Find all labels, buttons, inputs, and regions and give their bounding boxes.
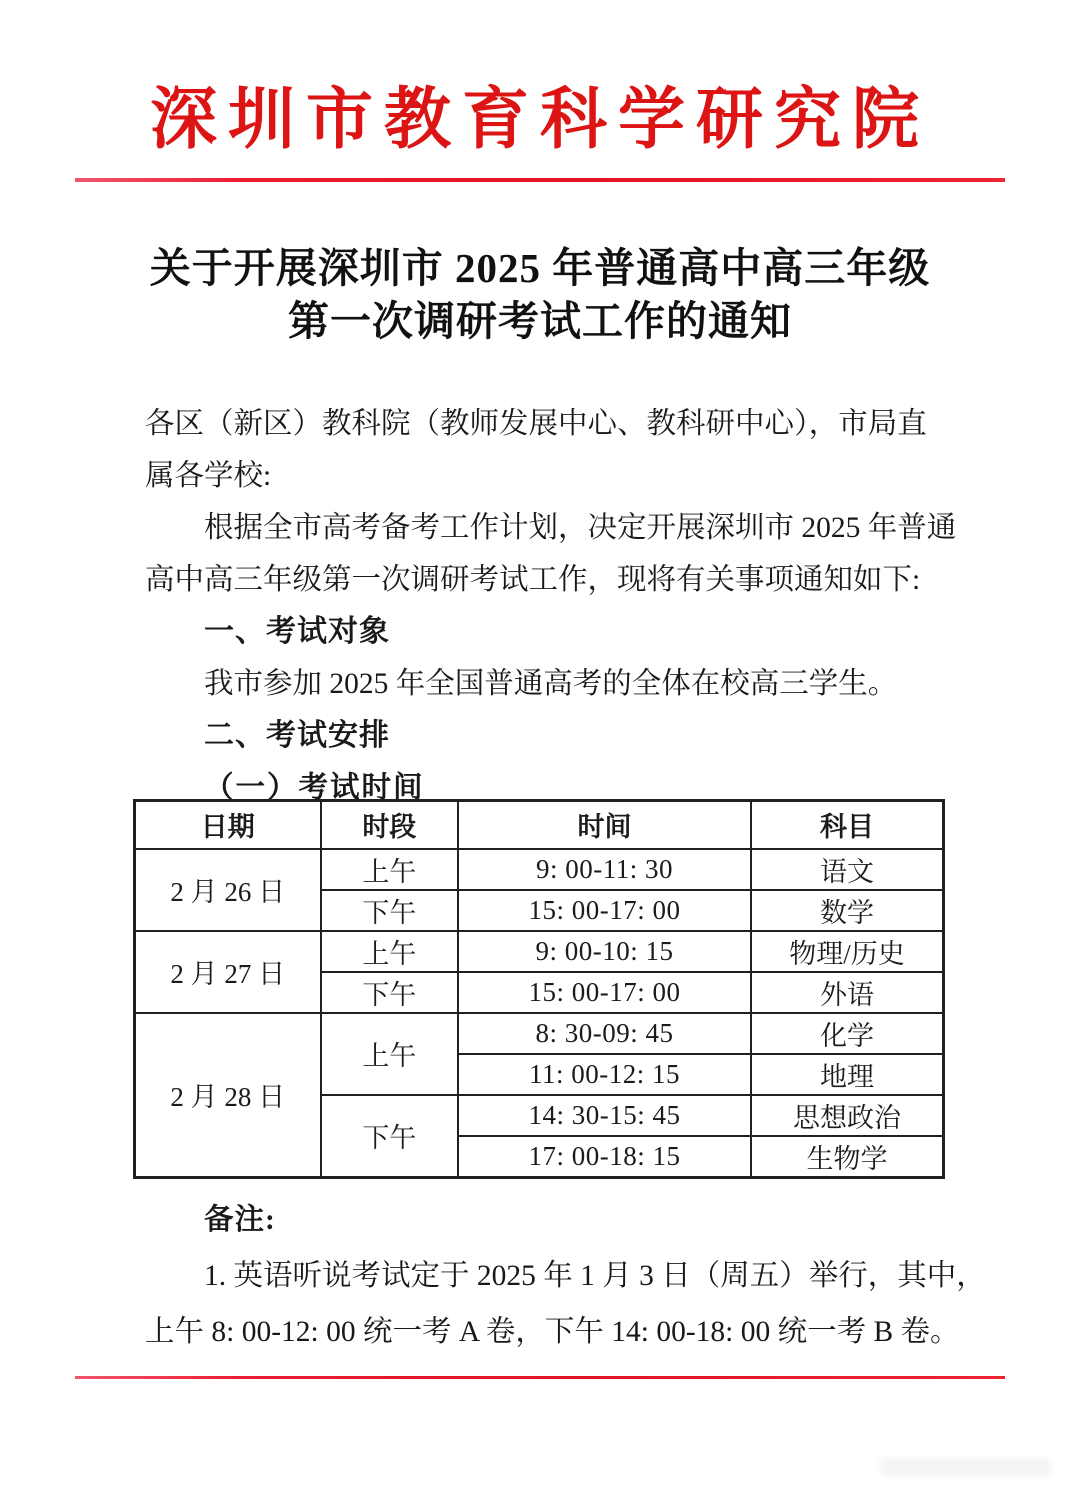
subject-cell: 地理	[751, 1054, 944, 1095]
notice-title	[0, 242, 1080, 348]
time-cell: 15: 00-17: 00	[458, 890, 751, 931]
subject-cell: 化学	[751, 1013, 944, 1054]
subject-cell: 数学	[751, 890, 944, 931]
notice-body	[145, 398, 957, 814]
letterhead-rule	[75, 178, 1005, 182]
period-cell: 上午	[321, 931, 459, 972]
subject-cell: 物理/历史	[751, 931, 944, 972]
notice-title-line2: 第一次调研考试工作的通知	[288, 298, 792, 344]
table-row	[135, 1013, 944, 1054]
date-cell: 2 月 28 日	[135, 1013, 321, 1178]
time-cell: 9: 00-10: 15	[458, 931, 751, 972]
salutation-line-2: 属各学校:	[145, 460, 272, 492]
period-cell: 上午	[321, 849, 459, 890]
time-cell: 15: 00-17: 00	[458, 972, 751, 1013]
period-cell: 上午	[321, 1013, 459, 1095]
remark-1-line-2: 上午 8: 00-12: 00 统一考 A 卷，下午 14: 00-18: 00 统一考 B 卷。	[145, 1316, 960, 1348]
remarks-label: 备注:	[204, 1204, 276, 1236]
col-header-subject: 科目	[751, 801, 944, 849]
date-cell: 2 月 27 日	[135, 931, 321, 1013]
time-cell: 17: 00-18: 15	[458, 1136, 751, 1178]
time-cell: 11: 00-12: 15	[458, 1054, 751, 1095]
date-cell: 2 月 26 日	[135, 849, 321, 931]
section-1-heading: 一、考试对象	[204, 615, 390, 648]
table-row	[135, 849, 944, 890]
footer-rule	[75, 1376, 1005, 1379]
section-2-1-subheading: （一）考试时间	[204, 772, 425, 804]
subject-cell: 生物学	[751, 1136, 944, 1178]
section-1-body: 我市参加 2025 年全国普通高考的全体在校高三学生。	[204, 668, 898, 700]
section-2-heading: 二、考试安排	[204, 719, 390, 752]
table-row	[135, 931, 944, 972]
period-cell: 下午	[321, 890, 459, 931]
notice-title-line1: 关于开展深圳市 2025 年普通高中高三年级	[149, 245, 931, 291]
remark-1-line-1: 1. 英语听说考试定于 2025 年 1 月 3 日（周五）举行，其中，	[204, 1260, 986, 1292]
subject-cell: 外语	[751, 972, 944, 1013]
time-cell: 8: 30-09: 45	[458, 1013, 751, 1054]
remarks-section	[145, 1192, 986, 1360]
intro-line-1: 根据全市高考备考工作计划，决定开展深圳市 2025 年普通	[204, 512, 957, 544]
faint-watermark	[880, 1458, 1050, 1476]
exam-schedule-table	[133, 799, 945, 1179]
time-cell: 9: 00-11: 30	[458, 849, 751, 890]
time-cell: 14: 30-15: 45	[458, 1095, 751, 1136]
letterhead-org-name: 深圳市教育科学研究院	[150, 83, 930, 157]
col-header-date: 日期	[135, 801, 321, 849]
col-header-time: 时间	[458, 801, 751, 849]
subject-cell: 思想政治	[751, 1095, 944, 1136]
subject-cell: 语文	[751, 849, 944, 890]
table-header-row	[135, 801, 944, 849]
period-cell: 下午	[321, 972, 459, 1013]
intro-line-2: 高中高三年级第一次调研考试工作，现将有关事项通知如下:	[145, 564, 921, 596]
salutation-line-1: 各区（新区）教科院（教师发展中心、教科研中心），市局直	[145, 408, 927, 440]
col-header-period: 时段	[321, 801, 459, 849]
period-cell: 下午	[321, 1095, 459, 1178]
